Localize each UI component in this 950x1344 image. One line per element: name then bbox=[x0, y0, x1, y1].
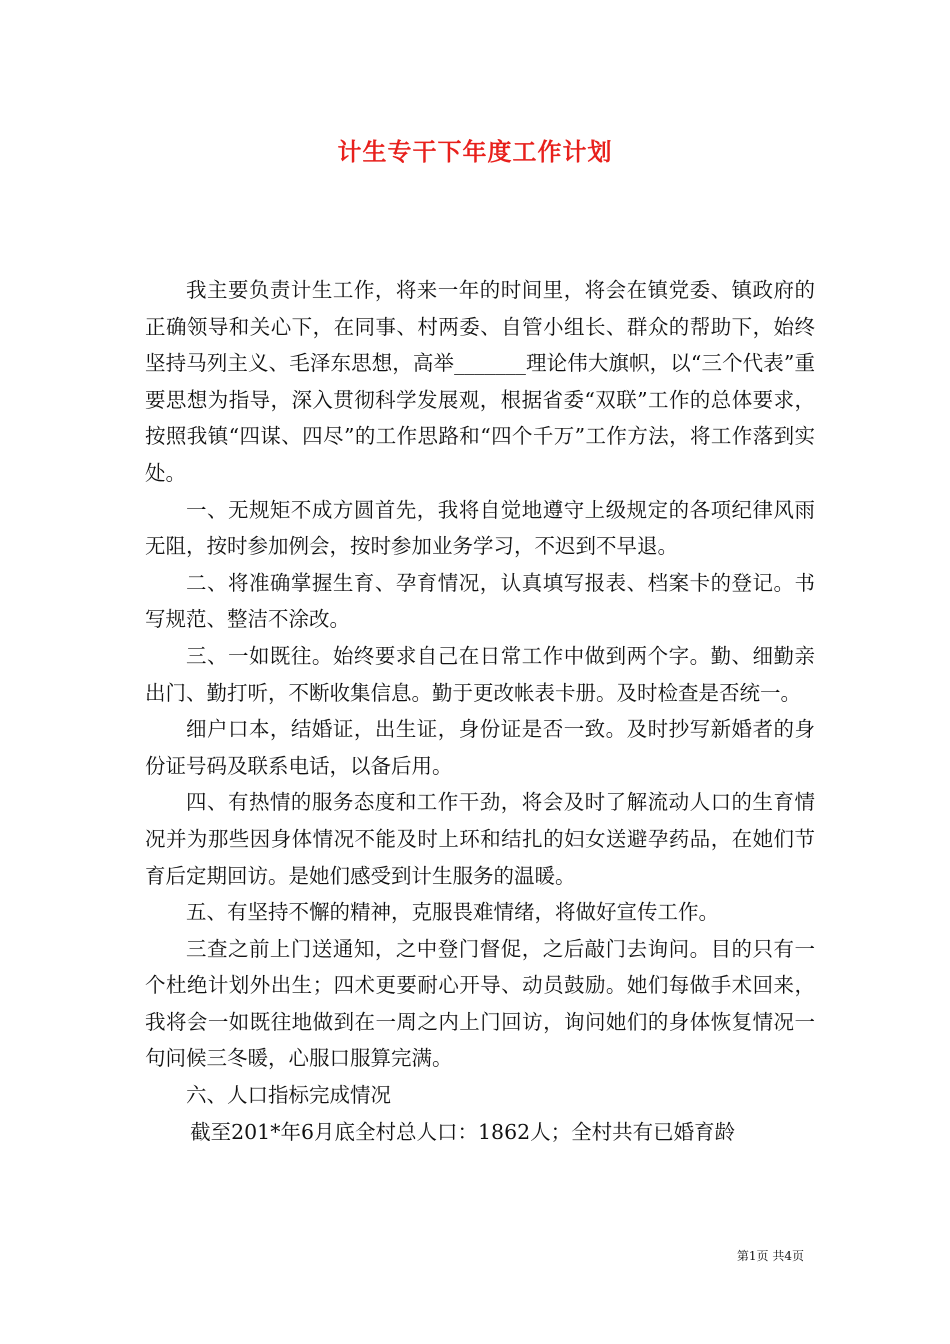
paragraph-item-6: 六、人口指标完成情况 bbox=[186, 1083, 391, 1108]
page-title: 计生专干下年度工作计划 bbox=[337, 137, 613, 166]
paragraph-item-5: 五、有坚持不懈的精神，克服畏难情绪，将做好宣传工作。 bbox=[186, 900, 719, 925]
paragraph-item-4: 四、有热情的服务态度和工作干劲，将会及时了解流动人口的生育情况并为那些因身体情况不能及时上环和结扎的妇女送避孕药品，在她们节育后定期回访。是她们感受到计生服务的温暖。 bbox=[145, 790, 815, 888]
paragraph-item-3-cont: 细户口本，结婚证，出生证，身份证是否一致。及时抄写新婚者的身份证号码及联系电话，以备后用。 bbox=[145, 717, 815, 778]
paragraph-item-5-cont: 三查之前上门送通知，之中登门督促，之后敲门去询问。目的只有一个杜绝计划外出生；四术更要耐心开导、动员鼓励。她们每做手术回来，我将会一如既往地做到在一周之内上门回访，询问她们的身体恢复情况一句问候三冬暖，心服口服算完满。 bbox=[145, 936, 815, 1071]
paragraph-intro: 我主要负责计生工作，将来一年的时间里，将会在镇党委、镇政府的正确领导和关心下，在同事、村两委、自管小组长、群众的帮助下，始终坚持马列主义、毛泽东思想，高举_______理论伟大旗帜，以“三个代表”重要思想为指导，深入贯彻科学发展观，根据省委“双联”工作的总体要求，按照我镇“四谋、四尽”的工作思路和“四个千万”工作方法，将工作落到实处。 bbox=[145, 278, 815, 485]
paragraph-item-2: 二、将准确掌握生育、孕育情况，认真填写报表、档案卡的登记。书写规范、整洁不涂改。 bbox=[145, 570, 815, 632]
paragraph-item-6-cont: 截至201*年6月底全村总人口：1862人；全村共有已婚育龄 bbox=[190, 1119, 736, 1144]
paragraph-item-3: 三、一如既往。始终要求自己在日常工作中做到两个字。勤、细勤亲出门、勤打听，不断收集信息。勤于更改帐表卡册。及时检查是否统一。 bbox=[145, 643, 815, 705]
paragraph-item-1: 一、无规矩不成方圆首先，我将自觉地遵守上级规定的各项纪律风雨无阻，按时参加例会，按时参加业务学习，不迟到不早退。 bbox=[145, 497, 815, 559]
document-body bbox=[145, 272, 815, 1150]
page-indicator: 第1页 共4页 bbox=[736, 1249, 804, 1263]
